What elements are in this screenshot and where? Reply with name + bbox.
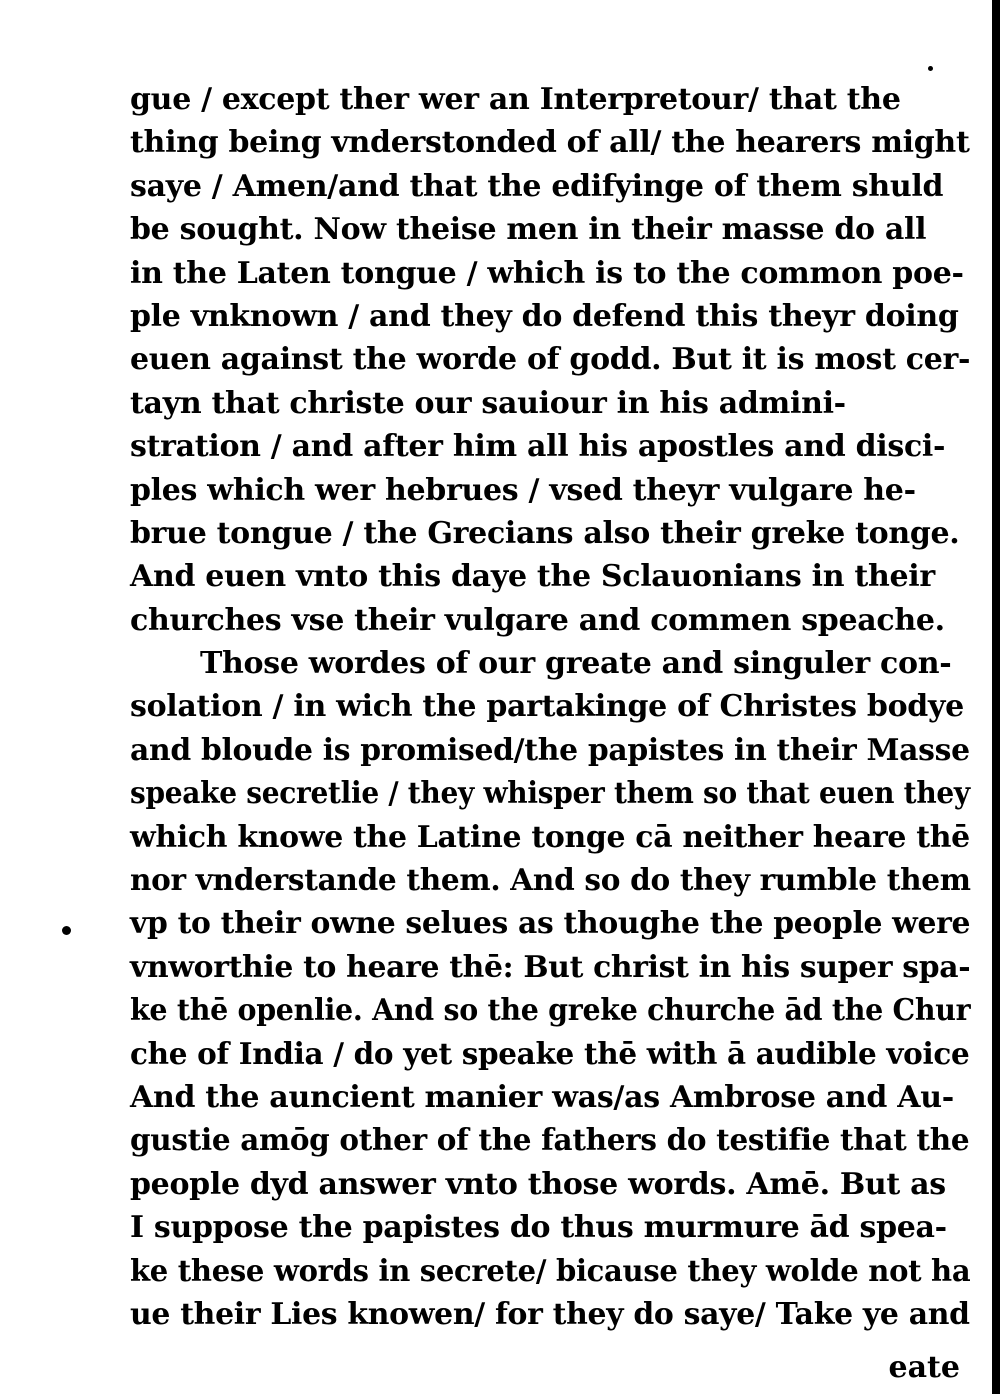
ink-speck xyxy=(928,66,933,71)
text-line: ple vnknown / and they do defend this theyr doing xyxy=(130,298,959,334)
text-line: And the auncient manier was/as Ambrose and Au- xyxy=(130,1079,954,1115)
text-line: and bloude is promised/the papistes in their Masse xyxy=(130,732,970,768)
text-line: euen against the worde of godd. But it is most cer- xyxy=(130,342,971,378)
text-line: gue / except ther wer an Interpretour/ that the xyxy=(130,82,901,117)
text-line: And euen vnto this daye the Sclauonians in their xyxy=(130,559,935,595)
text-line: people dyd answer vnto those words. Amē. But as xyxy=(130,1166,946,1202)
text-line: vnworthie to heare thē: But christ in his super spa- xyxy=(130,949,971,985)
body-text xyxy=(130,78,970,1336)
margin-mark xyxy=(62,926,71,935)
text-line: saye / Amen/and that the edifyinge of them shuld xyxy=(130,168,944,204)
text-line: in the Laten tongue / which is to the common poe- xyxy=(130,255,964,291)
text-line: I suppose the papistes do thus murmure ād spea- xyxy=(130,1210,947,1246)
text-line: vp to their owne selues as thoughe the people were xyxy=(130,906,971,942)
text-line: tayn that christe our sauiour in his admini- xyxy=(130,385,846,421)
text-line: che of India / do yet speake thē with ā audible voice xyxy=(130,1036,970,1072)
text-line: brue tongue / the Grecians also their greke tonge. xyxy=(130,515,960,551)
text-line: ue their Lies knowen/ for they do saye/ Take ye and xyxy=(130,1296,970,1332)
text-line: speake secretlie / they whisper them so that euen they xyxy=(130,776,970,812)
text-line: thing being vnderstonded of all/ the hearers might xyxy=(130,125,970,161)
catchword: eate xyxy=(888,1350,960,1385)
text-line: which knowe the Latine tonge cā neither heare thē xyxy=(130,819,970,855)
text-line: nor vnderstande them. And so do they rumble them xyxy=(130,863,971,899)
text-line: stration / and after him all his apostles and disci- xyxy=(130,429,946,465)
text-line: ke thē openlie. And so the greke churche ād the Chur xyxy=(130,993,971,1029)
text-line: solation / in wich the partakinge of Christes bodye xyxy=(130,689,964,725)
text-line: churches vse their vulgare and commen speache. xyxy=(130,602,945,638)
text-line: ke these words in secrete/ bicause they wolde not ha xyxy=(130,1253,971,1289)
text-line: ples which wer hebrues / vsed theyr vulgare he- xyxy=(130,472,916,508)
text-line: be sought. Now theise men in their masse do all xyxy=(130,212,927,248)
text-line: gustie amōg other of the fathers do testifie that the xyxy=(130,1123,970,1159)
page-edge-shadow xyxy=(992,0,1000,1394)
text-line: Those wordes of our greate and singuler con- xyxy=(200,646,952,682)
